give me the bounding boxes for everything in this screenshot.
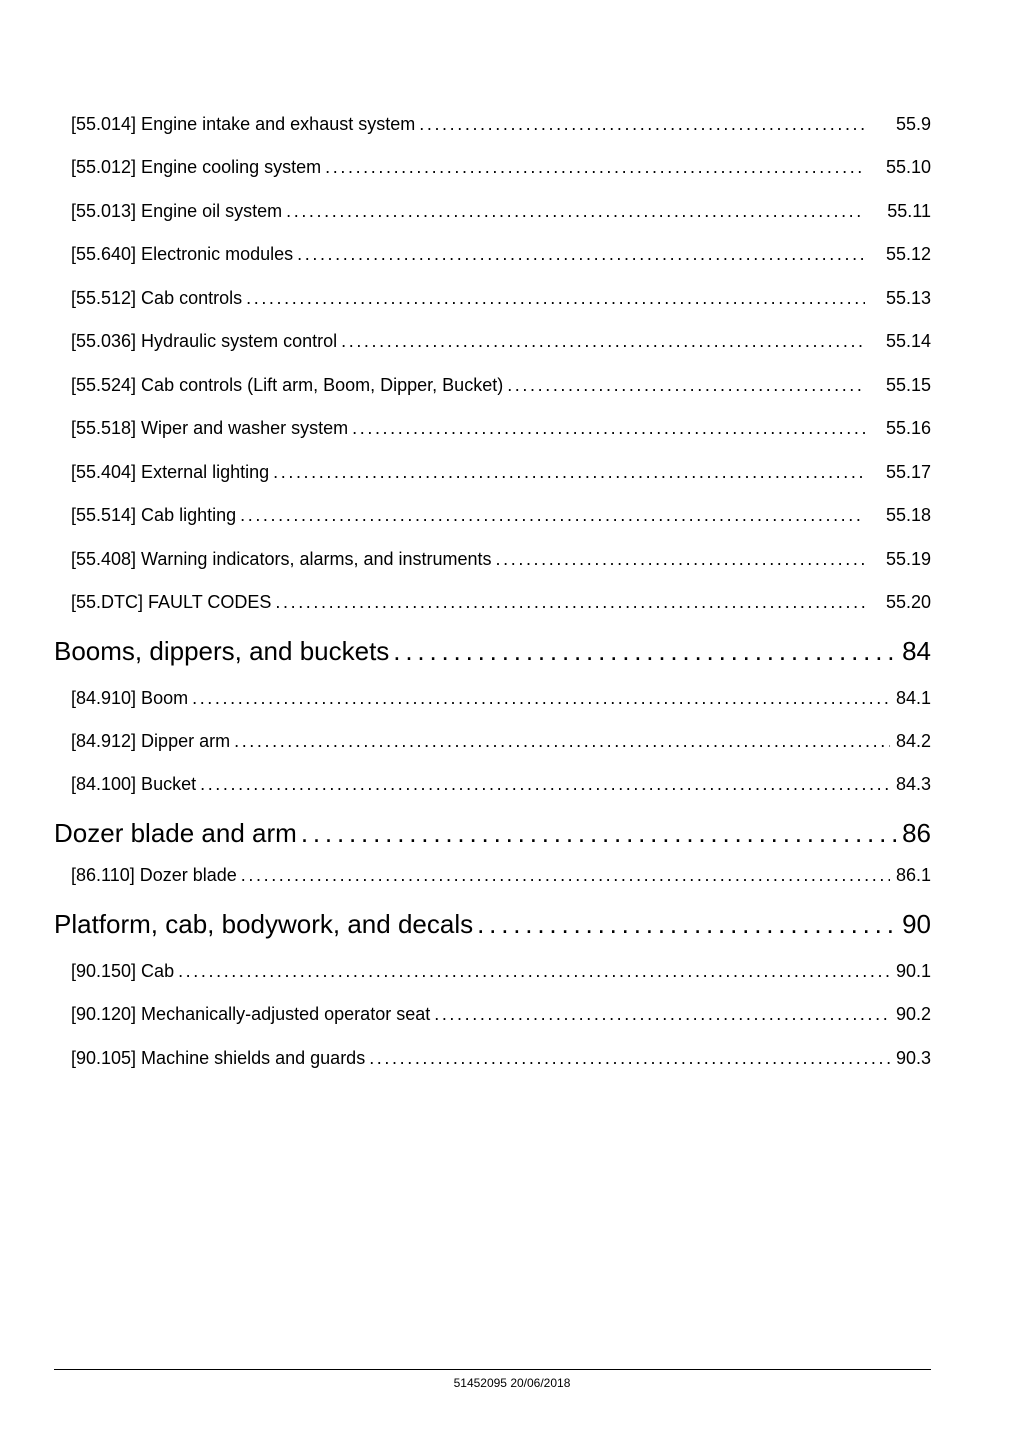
toc-entry-label: [55.640] Electronic modules	[71, 244, 294, 264]
toc-entry[interactable]	[71, 375, 931, 396]
leader-dots	[275, 592, 865, 613]
toc-entry[interactable]	[71, 114, 931, 135]
toc-entry[interactable]	[71, 201, 931, 222]
toc-entry[interactable]	[71, 961, 931, 982]
leader-dots	[352, 418, 865, 439]
leader-dots	[434, 1004, 890, 1025]
toc-entry[interactable]	[71, 592, 931, 613]
toc-entry-page: 55.12	[885, 244, 931, 264]
footer-doc-id-date: 51452095 20/06/2018	[453, 1376, 571, 1390]
toc-entry-page: 55.18	[885, 505, 931, 525]
footer-rule	[54, 1369, 931, 1370]
toc-entry-page: 90.2	[895, 1004, 931, 1024]
toc-entry[interactable]	[71, 244, 931, 265]
leader-dots	[477, 909, 896, 940]
toc-entry-label: [55.DTC] FAULT CODES	[71, 592, 272, 612]
leader-dots	[341, 331, 865, 352]
toc-entry-page: 84.3	[895, 774, 931, 794]
toc-entry-label: [90.150] Cab	[71, 961, 175, 981]
toc-section-heading[interactable]	[54, 909, 931, 940]
leader-dots	[369, 1048, 890, 1069]
toc-entry-label: [84.912] Dipper arm	[71, 731, 231, 751]
leader-dots	[200, 774, 890, 795]
toc-entry-page: 84.2	[895, 731, 931, 751]
toc-section-page: 90	[902, 909, 931, 939]
toc-entry-page: 55.19	[885, 549, 931, 569]
toc-entry-page: 55.17	[885, 462, 931, 482]
toc-entry-label: [55.036] Hydraulic system control	[71, 331, 338, 351]
toc-entry-label: [55.524] Cab controls (Lift arm, Boom, Dipper, Bucket)	[71, 375, 504, 395]
toc-section-title: Booms, dippers, and buckets	[54, 636, 390, 666]
toc-entry[interactable]	[71, 865, 931, 886]
toc-entry-page: 55.10	[885, 157, 931, 177]
toc-entry[interactable]	[71, 462, 931, 483]
toc-section-heading[interactable]	[54, 636, 931, 667]
toc-entry-label: [84.910] Boom	[71, 688, 189, 708]
leader-dots	[178, 961, 890, 982]
toc-entry[interactable]	[71, 1048, 931, 1069]
leader-dots	[393, 636, 896, 667]
toc-entry-label: [55.514] Cab lighting	[71, 505, 237, 525]
toc-entry[interactable]	[71, 288, 931, 309]
toc-entry-label: [90.105] Machine shields and guards	[71, 1048, 366, 1068]
leader-dots	[507, 375, 865, 396]
toc-entry[interactable]	[71, 331, 931, 352]
toc-entry[interactable]	[71, 774, 931, 795]
leader-dots	[240, 505, 865, 526]
toc-section-heading[interactable]	[54, 818, 931, 849]
toc-entry[interactable]	[71, 688, 931, 709]
toc-section-page: 86	[902, 818, 931, 848]
toc-entry-page: 55.9	[895, 114, 931, 134]
leader-dots	[301, 818, 896, 849]
toc-entry-label: [55.012] Engine cooling system	[71, 157, 322, 177]
toc-section-title: Platform, cab, bodywork, and decals	[54, 909, 474, 939]
toc-entry-page: 90.3	[895, 1048, 931, 1068]
toc-entry[interactable]	[71, 549, 931, 570]
toc-entry-label: [55.518] Wiper and washer system	[71, 418, 349, 438]
toc-entry-label: [86.110] Dozer blade	[71, 865, 237, 885]
toc-entry-label: [55.013] Engine oil system	[71, 201, 283, 221]
toc-entry[interactable]	[71, 505, 931, 526]
toc-entry[interactable]	[71, 418, 931, 439]
leader-dots	[419, 114, 865, 135]
toc-entry-page: 55.20	[885, 592, 931, 612]
toc-entry-page: 55.15	[885, 375, 931, 395]
toc-entry-page: 55.11	[887, 201, 931, 221]
leader-dots	[297, 244, 865, 265]
toc-entry-page: 84.1	[895, 688, 931, 708]
leader-dots	[325, 157, 865, 178]
leader-dots	[273, 462, 865, 483]
leader-dots	[286, 201, 865, 222]
leader-dots	[192, 688, 890, 709]
leader-dots	[234, 731, 890, 752]
toc-entry-label: [55.014] Engine intake and exhaust system	[71, 114, 416, 134]
toc-entry-page: 86.1	[895, 865, 931, 885]
toc-entry[interactable]	[71, 731, 931, 752]
toc-entry[interactable]	[71, 1004, 931, 1025]
toc-entry[interactable]	[71, 157, 931, 178]
toc-entry-label: [55.408] Warning indicators, alarms, and instruments	[71, 549, 492, 569]
toc-entry-label: [55.512] Cab controls	[71, 288, 243, 308]
toc-entry-label: [55.404] External lighting	[71, 462, 270, 482]
toc-section-page: 84	[902, 636, 931, 666]
toc-entry-page: 55.13	[885, 288, 931, 308]
leader-dots	[241, 865, 890, 886]
leader-dots	[246, 288, 865, 309]
toc-section-title: Dozer blade and arm	[54, 818, 297, 848]
toc-entry-label: [84.100] Bucket	[71, 774, 197, 794]
toc-entry-page: 90.1	[895, 961, 931, 981]
toc-entry-page: 55.16	[885, 418, 931, 438]
leader-dots	[496, 549, 865, 570]
toc-entry-page: 55.14	[885, 331, 931, 351]
toc-entry-label: [90.120] Mechanically-adjusted operator seat	[71, 1004, 431, 1024]
